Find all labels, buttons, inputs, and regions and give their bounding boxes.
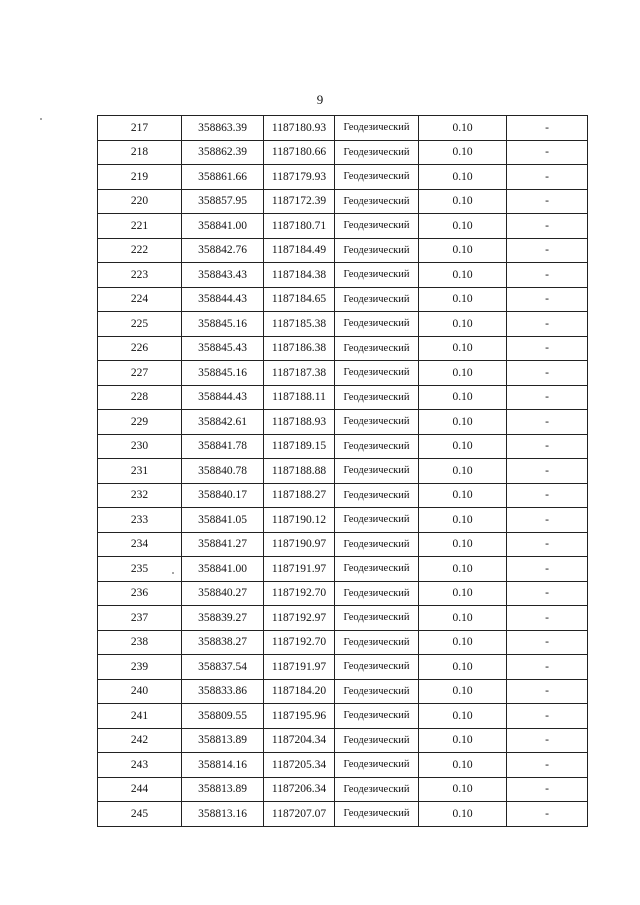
note-cell: -: [507, 508, 588, 533]
point-number-cell: 230: [98, 434, 182, 459]
method-cell: Геодезический: [335, 606, 419, 631]
accuracy-cell: 0.10: [419, 189, 507, 214]
method-cell: Геодезический: [335, 557, 419, 582]
y-coordinate-cell: 1187184.38: [264, 263, 335, 288]
y-coordinate-cell: 1187186.38: [264, 336, 335, 361]
x-coordinate-cell: 358857.95: [182, 189, 264, 214]
y-coordinate-cell: 1187207.07: [264, 802, 335, 827]
method-cell: Геодезический: [335, 704, 419, 729]
method-cell: Геодезический: [335, 728, 419, 753]
accuracy-cell: 0.10: [419, 630, 507, 655]
method-cell: Геодезический: [335, 802, 419, 827]
method-cell: Геодезический: [335, 116, 419, 141]
method-cell: Геодезический: [335, 214, 419, 239]
x-coordinate-cell: 358844.43: [182, 287, 264, 312]
method-cell: Геодезический: [335, 287, 419, 312]
table-row: [98, 165, 588, 190]
accuracy-cell: 0.10: [419, 336, 507, 361]
method-cell: Геодезический: [335, 483, 419, 508]
note-cell: -: [507, 336, 588, 361]
x-coordinate-cell: 358813.89: [182, 777, 264, 802]
x-coordinate-cell: 358813.89: [182, 728, 264, 753]
point-number-cell: 221: [98, 214, 182, 239]
accuracy-cell: 0.10: [419, 434, 507, 459]
coordinates-table-body: [98, 116, 588, 827]
point-number-cell: 220: [98, 189, 182, 214]
accuracy-cell: 0.10: [419, 606, 507, 631]
note-cell: -: [507, 385, 588, 410]
x-coordinate-cell: 358809.55: [182, 704, 264, 729]
note-cell: -: [507, 704, 588, 729]
accuracy-cell: 0.10: [419, 581, 507, 606]
y-coordinate-cell: 1187180.71: [264, 214, 335, 239]
table-row: [98, 336, 588, 361]
table-row: [98, 434, 588, 459]
y-coordinate-cell: 1187188.93: [264, 410, 335, 435]
table-row: [98, 508, 588, 533]
note-cell: -: [507, 214, 588, 239]
method-cell: Геодезический: [335, 581, 419, 606]
point-number-cell: 245: [98, 802, 182, 827]
x-coordinate-cell: 358833.86: [182, 679, 264, 704]
method-cell: Геодезический: [335, 679, 419, 704]
note-cell: -: [507, 263, 588, 288]
point-number-cell: 226: [98, 336, 182, 361]
point-number-cell: 241: [98, 704, 182, 729]
x-coordinate-cell: 358842.76: [182, 238, 264, 263]
note-cell: -: [507, 802, 588, 827]
x-coordinate-cell: 358838.27: [182, 630, 264, 655]
method-cell: Геодезический: [335, 410, 419, 435]
method-cell: Геодезический: [335, 434, 419, 459]
accuracy-cell: 0.10: [419, 361, 507, 386]
table-row: [98, 630, 588, 655]
note-cell: -: [507, 312, 588, 337]
point-number-cell: 239: [98, 655, 182, 680]
accuracy-cell: 0.10: [419, 655, 507, 680]
table-row: [98, 777, 588, 802]
accuracy-cell: 0.10: [419, 140, 507, 165]
accuracy-cell: 0.10: [419, 532, 507, 557]
table-row: [98, 728, 588, 753]
note-cell: -: [507, 189, 588, 214]
y-coordinate-cell: 1187206.34: [264, 777, 335, 802]
method-cell: Геодезический: [335, 508, 419, 533]
x-coordinate-cell: 358813.16: [182, 802, 264, 827]
method-cell: Геодезический: [335, 753, 419, 778]
table-row: [98, 140, 588, 165]
y-coordinate-cell: 1187192.70: [264, 630, 335, 655]
accuracy-cell: 0.10: [419, 679, 507, 704]
y-coordinate-cell: 1187185.38: [264, 312, 335, 337]
x-coordinate-cell: 358843.43: [182, 263, 264, 288]
point-number-cell: 218: [98, 140, 182, 165]
y-coordinate-cell: 1187205.34: [264, 753, 335, 778]
table-row: [98, 557, 588, 582]
method-cell: Геодезический: [335, 165, 419, 190]
coordinates-table: [97, 115, 588, 827]
note-cell: -: [507, 483, 588, 508]
x-coordinate-cell: 358840.17: [182, 483, 264, 508]
note-cell: -: [507, 655, 588, 680]
note-cell: -: [507, 532, 588, 557]
method-cell: Геодезический: [335, 312, 419, 337]
x-coordinate-cell: 358837.54: [182, 655, 264, 680]
table-row: [98, 189, 588, 214]
y-coordinate-cell: 1187184.65: [264, 287, 335, 312]
point-number-cell: 223: [98, 263, 182, 288]
y-coordinate-cell: 1187180.93: [264, 116, 335, 141]
y-coordinate-cell: 1187172.39: [264, 189, 335, 214]
y-coordinate-cell: 1187192.97: [264, 606, 335, 631]
x-coordinate-cell: 358845.16: [182, 361, 264, 386]
method-cell: Геодезический: [335, 238, 419, 263]
note-cell: -: [507, 238, 588, 263]
table-row: [98, 410, 588, 435]
table-row: [98, 753, 588, 778]
point-number-cell: 227: [98, 361, 182, 386]
accuracy-cell: 0.10: [419, 728, 507, 753]
point-number-cell: 231: [98, 459, 182, 484]
note-cell: -: [507, 459, 588, 484]
point-number-cell: 224: [98, 287, 182, 312]
table-row: [98, 287, 588, 312]
note-cell: -: [507, 581, 588, 606]
table-row: [98, 361, 588, 386]
table-row: [98, 116, 588, 141]
point-number-cell: 243: [98, 753, 182, 778]
table-row: [98, 483, 588, 508]
x-coordinate-cell: 358841.00: [182, 214, 264, 239]
x-coordinate-cell: 358840.78: [182, 459, 264, 484]
y-coordinate-cell: 1187179.93: [264, 165, 335, 190]
x-coordinate-cell: 358814.16: [182, 753, 264, 778]
page-number: 9: [316, 92, 324, 107]
scan-speck: [40, 118, 42, 120]
x-coordinate-cell: 358844.43: [182, 385, 264, 410]
note-cell: -: [507, 140, 588, 165]
note-cell: -: [507, 753, 588, 778]
method-cell: Геодезический: [335, 263, 419, 288]
note-cell: -: [507, 434, 588, 459]
point-number-cell: 232: [98, 483, 182, 508]
point-number-cell: 217: [98, 116, 182, 141]
accuracy-cell: 0.10: [419, 704, 507, 729]
accuracy-cell: 0.10: [419, 802, 507, 827]
y-coordinate-cell: 1187184.49: [264, 238, 335, 263]
note-cell: -: [507, 679, 588, 704]
point-number-cell: 240: [98, 679, 182, 704]
accuracy-cell: 0.10: [419, 483, 507, 508]
coordinates-table-container: [97, 115, 587, 827]
x-coordinate-cell: 358863.39: [182, 116, 264, 141]
point-number-cell: 229: [98, 410, 182, 435]
note-cell: -: [507, 630, 588, 655]
point-number-cell: 235: [98, 557, 182, 582]
method-cell: Геодезический: [335, 140, 419, 165]
table-row: [98, 385, 588, 410]
y-coordinate-cell: 1187180.66: [264, 140, 335, 165]
table-row: [98, 581, 588, 606]
accuracy-cell: 0.10: [419, 165, 507, 190]
x-coordinate-cell: 358840.27: [182, 581, 264, 606]
method-cell: Геодезический: [335, 630, 419, 655]
accuracy-cell: 0.10: [419, 214, 507, 239]
point-number-cell: 219: [98, 165, 182, 190]
point-number-cell: 234: [98, 532, 182, 557]
method-cell: Геодезический: [335, 532, 419, 557]
point-number-cell: 233: [98, 508, 182, 533]
accuracy-cell: 0.10: [419, 238, 507, 263]
note-cell: -: [507, 361, 588, 386]
y-coordinate-cell: 1187190.97: [264, 532, 335, 557]
x-coordinate-cell: 358841.27: [182, 532, 264, 557]
accuracy-cell: 0.10: [419, 263, 507, 288]
accuracy-cell: 0.10: [419, 777, 507, 802]
accuracy-cell: 0.10: [419, 312, 507, 337]
y-coordinate-cell: 1187184.20: [264, 679, 335, 704]
table-row: [98, 655, 588, 680]
y-coordinate-cell: 1187192.70: [264, 581, 335, 606]
note-cell: -: [507, 165, 588, 190]
note-cell: -: [507, 116, 588, 141]
accuracy-cell: 0.10: [419, 116, 507, 141]
accuracy-cell: 0.10: [419, 753, 507, 778]
table-row: [98, 312, 588, 337]
note-cell: -: [507, 557, 588, 582]
x-coordinate-cell: 358862.39: [182, 140, 264, 165]
point-number-cell: 242: [98, 728, 182, 753]
table-row: [98, 802, 588, 827]
y-coordinate-cell: 1187188.88: [264, 459, 335, 484]
method-cell: Геодезический: [335, 777, 419, 802]
note-cell: -: [507, 606, 588, 631]
accuracy-cell: 0.10: [419, 385, 507, 410]
table-row: [98, 238, 588, 263]
note-cell: -: [507, 777, 588, 802]
y-coordinate-cell: 1187191.97: [264, 655, 335, 680]
table-row: [98, 532, 588, 557]
x-coordinate-cell: 358842.61: [182, 410, 264, 435]
point-number-cell: 244: [98, 777, 182, 802]
table-row: [98, 214, 588, 239]
y-coordinate-cell: 1187204.34: [264, 728, 335, 753]
y-coordinate-cell: 1187195.96: [264, 704, 335, 729]
table-row: [98, 704, 588, 729]
table-row: [98, 606, 588, 631]
x-coordinate-cell: 358845.43: [182, 336, 264, 361]
point-number-cell: 237: [98, 606, 182, 631]
x-coordinate-cell: 358861.66: [182, 165, 264, 190]
x-coordinate-cell: 358841.00: [182, 557, 264, 582]
point-number-cell: 236: [98, 581, 182, 606]
y-coordinate-cell: 1187187.38: [264, 361, 335, 386]
point-number-cell: 225: [98, 312, 182, 337]
accuracy-cell: 0.10: [419, 287, 507, 312]
accuracy-cell: 0.10: [419, 459, 507, 484]
point-number-cell: 228: [98, 385, 182, 410]
x-coordinate-cell: 358841.78: [182, 434, 264, 459]
point-number-cell: 238: [98, 630, 182, 655]
point-number-cell: 222: [98, 238, 182, 263]
table-row: [98, 459, 588, 484]
y-coordinate-cell: 1187191.97: [264, 557, 335, 582]
y-coordinate-cell: 1187189.15: [264, 434, 335, 459]
method-cell: Геодезический: [335, 655, 419, 680]
method-cell: Геодезический: [335, 189, 419, 214]
method-cell: Геодезический: [335, 385, 419, 410]
table-row: [98, 679, 588, 704]
accuracy-cell: 0.10: [419, 557, 507, 582]
note-cell: -: [507, 287, 588, 312]
note-cell: -: [507, 728, 588, 753]
y-coordinate-cell: 1187190.12: [264, 508, 335, 533]
x-coordinate-cell: 358839.27: [182, 606, 264, 631]
method-cell: Геодезический: [335, 336, 419, 361]
method-cell: Геодезический: [335, 361, 419, 386]
y-coordinate-cell: 1187188.27: [264, 483, 335, 508]
method-cell: Геодезический: [335, 459, 419, 484]
note-cell: -: [507, 410, 588, 435]
accuracy-cell: 0.10: [419, 410, 507, 435]
x-coordinate-cell: 358841.05: [182, 508, 264, 533]
y-coordinate-cell: 1187188.11: [264, 385, 335, 410]
accuracy-cell: 0.10: [419, 508, 507, 533]
x-coordinate-cell: 358845.16: [182, 312, 264, 337]
table-row: [98, 263, 588, 288]
